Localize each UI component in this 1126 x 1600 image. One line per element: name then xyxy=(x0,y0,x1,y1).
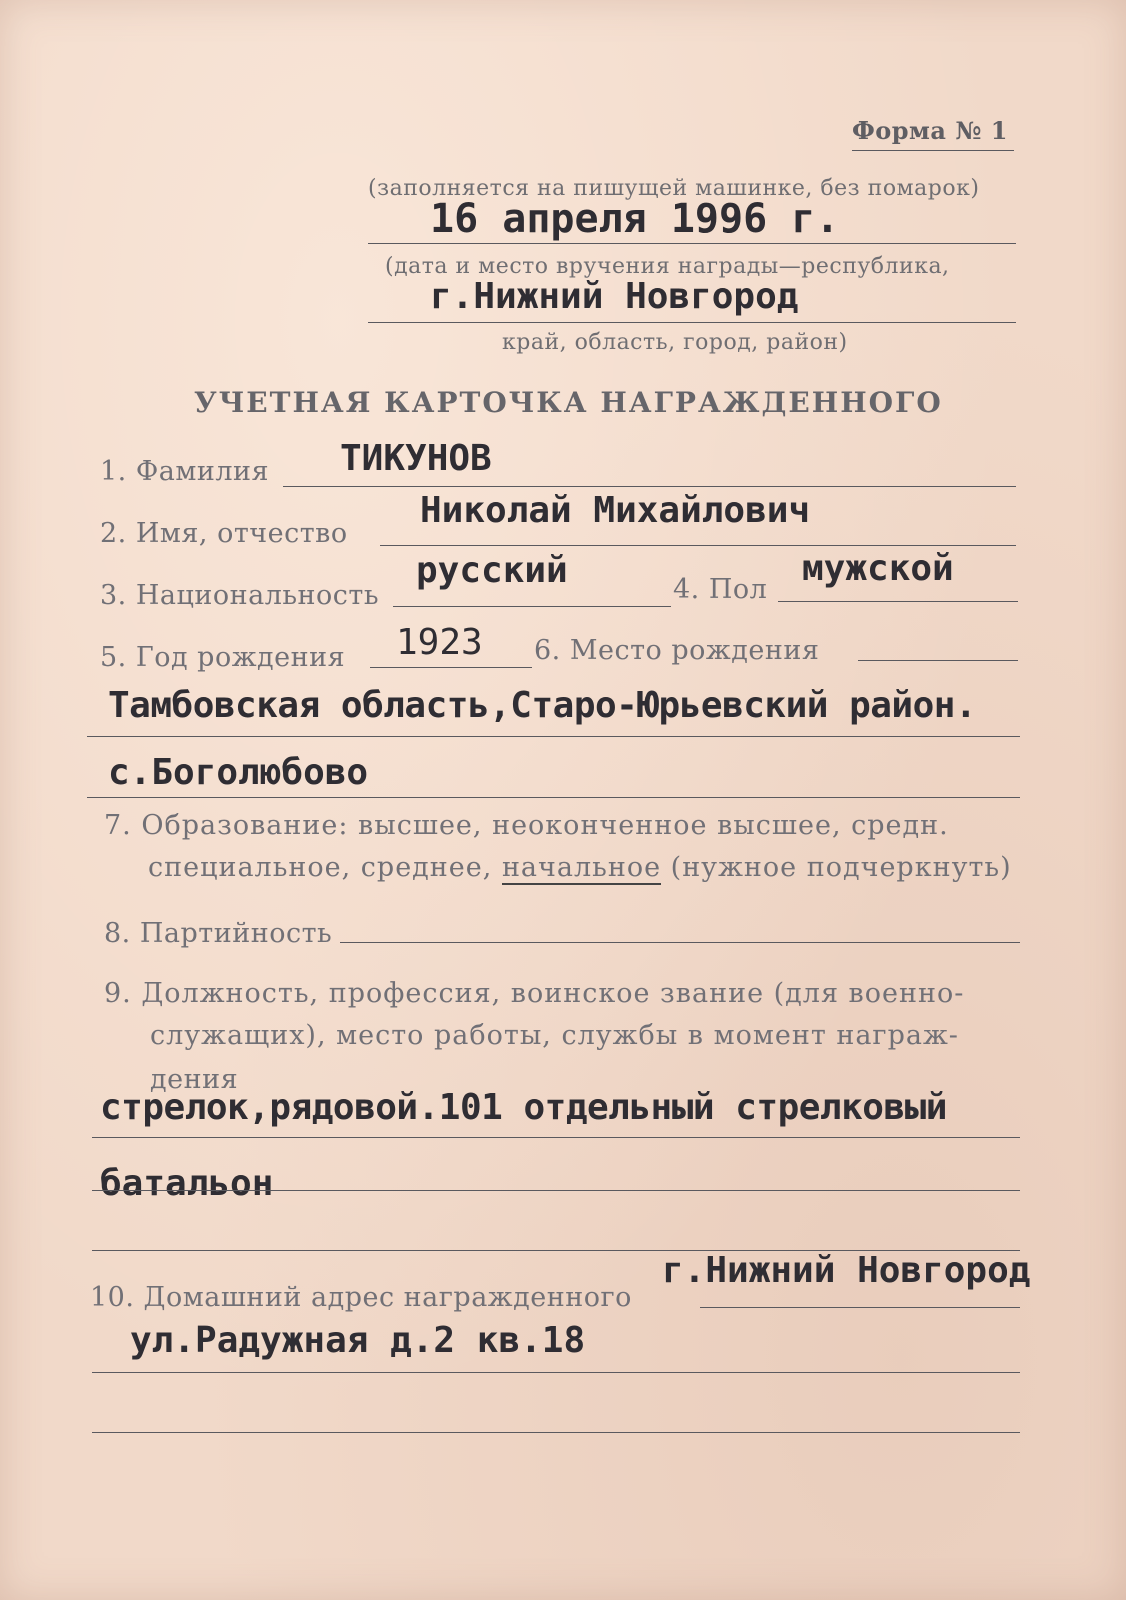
award-place-note-2: край, область, город, район) xyxy=(502,330,848,355)
award-place-note: (дата и место вручения награды—республика, xyxy=(385,254,950,279)
sex-label: 4. Пол xyxy=(673,574,768,605)
position-line1: стрелок,рядовой.101 отдельный стрелковый xyxy=(100,1087,947,1128)
award-date-value: 16 апреля 1996 г. xyxy=(430,196,840,242)
birth-year-line xyxy=(370,667,532,668)
form-number: Форма № 1 xyxy=(852,116,1008,145)
sex-value: мужской xyxy=(802,548,954,589)
birth-place-line-0 xyxy=(858,660,1018,661)
position-line2: батальон xyxy=(100,1163,274,1204)
address-street: ул.Радужная д.2 кв.18 xyxy=(130,1320,586,1361)
birth-place-line2: с.Боголюбово xyxy=(108,752,369,793)
birth-place-line-1 xyxy=(87,736,1020,737)
birth-place-line-2 xyxy=(87,797,1020,798)
party-line xyxy=(340,942,1020,943)
education-selected-option: начальное xyxy=(501,852,662,883)
address-line-0 xyxy=(700,1307,1020,1308)
sex-line xyxy=(778,601,1018,602)
form-number-underline xyxy=(852,150,1014,151)
fill-instruction-note: (заполняется на пишущей машинке, без помарок) xyxy=(368,176,980,201)
education-label-2a: специальное, среднее, xyxy=(148,852,493,883)
position-line-2 xyxy=(92,1190,1020,1191)
name-label: 2. Имя, отчество xyxy=(100,518,348,549)
birth-year-label: 5. Год рождения xyxy=(100,642,346,673)
address-city: г.Нижний Новгород xyxy=(662,1250,1031,1291)
address-label: 10. Домашний адрес награжденного xyxy=(90,1282,632,1313)
nationality-value: русский xyxy=(416,550,568,591)
birth-year-value: 1923 xyxy=(396,622,483,663)
birth-place-line1: Тамбовская область,Старо-Юрьевский район. xyxy=(108,685,977,726)
position-label-1: 9. Должность, профессия, воинское звание (для военно- xyxy=(104,978,965,1009)
position-label-3: дения xyxy=(150,1064,239,1095)
card-title: УЧЕТНАЯ КАРТОЧКА НАГРАЖДЕННОГО xyxy=(194,386,943,419)
position-label-2: служащих), место работы, службы в момент награж- xyxy=(150,1020,959,1051)
award-place-line xyxy=(368,322,1016,323)
position-line-1 xyxy=(92,1137,1020,1138)
nationality-label: 3. Национальность xyxy=(100,580,380,611)
education-label-1: 7. Образование: высшее, неоконченное высшее, средн. xyxy=(104,810,949,841)
address-line-2 xyxy=(92,1432,1020,1433)
surname-label: 1. Фамилия xyxy=(100,456,270,487)
education-label-2b: (нужное подчеркнуть) xyxy=(670,852,1012,883)
birth-place-label: 6. Место рождения xyxy=(534,635,820,666)
nationality-line xyxy=(393,606,671,607)
surname-line xyxy=(283,486,1016,487)
name-value: Николай Михайлович xyxy=(420,490,811,531)
party-label: 8. Партийность xyxy=(104,918,333,949)
award-place-value: г.Нижний Новгород xyxy=(430,276,799,317)
name-line xyxy=(380,545,1016,546)
address-line-1 xyxy=(92,1372,1020,1373)
surname-value: ТИКУНОВ xyxy=(340,438,492,479)
award-date-line xyxy=(368,243,1016,244)
